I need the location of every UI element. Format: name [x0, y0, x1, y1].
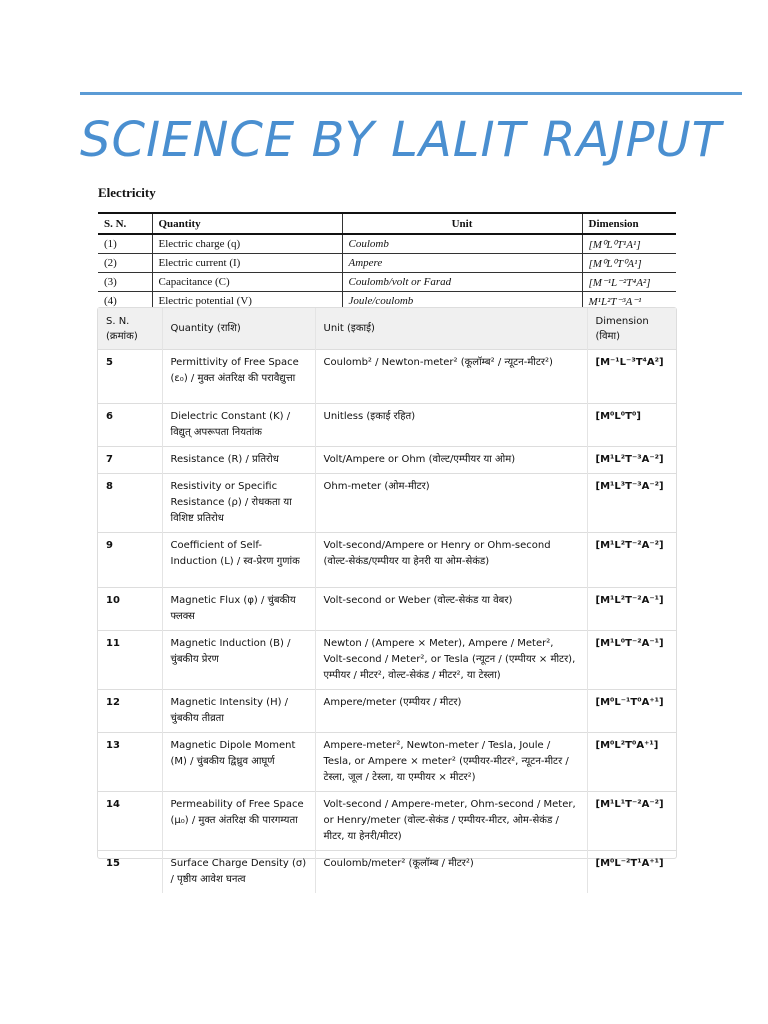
cell-unit: Coulomb/meter² (कूलॉम्ब / मीटर²) — [315, 851, 587, 894]
cell-quantity: Magnetic Intensity (H) / चुंबकीय तीव्रता — [162, 690, 315, 733]
header-dim-hindi: (विमा) — [595, 330, 621, 342]
page-title: SCIENCE BY LALIT RAJPUT — [80, 112, 722, 168]
cell-quantity: Electric charge (q) — [152, 234, 342, 254]
cell-quantity: Permeability of Free Space (μ₀) / मुक्त अंतरिक्ष की पारगम्यता — [162, 792, 315, 851]
header-sn — [98, 308, 162, 350]
cell-unit: Newton / (Ampere × Meter), Ampere / Meter², Volt-second / Meter², or Tesla (न्यूटन / (एम्पीयर × मीटर), एम्पीयर / मीटर², वोल्ट-सेकंड / मीटर², या टेस्ला) — [315, 631, 587, 690]
cell-unit: Volt/Ampere or Ohm (वोल्ट/एम्पीयर या ओम) — [315, 447, 587, 474]
cell-dimension: [M⁰L⁰T⁰] — [587, 404, 676, 447]
cell-unit: Ampere — [342, 254, 582, 273]
cell-sn: 7 — [98, 447, 162, 474]
cell-dimension: [M¹L³T⁻³A⁻²] — [587, 474, 676, 533]
cell-dimension: [M⁰L²T⁰A⁺¹] — [587, 733, 676, 792]
cell-dimension: [M¹L¹T⁻²A⁻²] — [587, 792, 676, 851]
cell-unit: Coulomb/volt or Farad — [342, 273, 582, 292]
table-row — [98, 851, 676, 894]
electricity-table — [98, 212, 676, 311]
cell-sn: 11 — [98, 631, 162, 690]
table-row — [98, 631, 676, 690]
header-dimension — [587, 308, 676, 350]
header-unit: Unit — [342, 213, 582, 234]
cell-sn: 8 — [98, 474, 162, 533]
table-row — [98, 733, 676, 792]
table-header-row — [98, 213, 676, 234]
cell-sn: 13 — [98, 733, 162, 792]
cell-sn: 9 — [98, 533, 162, 588]
cell-sn: (3) — [98, 273, 152, 292]
table-header-row — [98, 308, 676, 350]
table-row — [98, 474, 676, 533]
units-table — [98, 308, 676, 893]
cell-unit: Joule/coulomb — [342, 292, 582, 311]
cell-dimension: [M⁰L⁻²T¹A⁺¹] — [587, 851, 676, 894]
cell-sn: 14 — [98, 792, 162, 851]
header-quantity: Quantity (राशि) — [162, 308, 315, 350]
header-dimension: Dimension — [582, 213, 676, 234]
header-sn: S. N. — [98, 213, 152, 234]
cell-dimension: [M¹L²T⁻³A⁻²] — [587, 447, 676, 474]
cell-quantity: Magnetic Flux (φ) / चुंबकीय फ्लक्स — [162, 588, 315, 631]
cell-quantity: Surface Charge Density (σ) / पृष्ठीय आवेश घनत्व — [162, 851, 315, 894]
cell-dimension: [M⁻¹L⁻²T⁴A²] — [582, 273, 676, 292]
header-sn-hindi: (क्रमांक) — [106, 330, 138, 342]
cell-sn: 15 — [98, 851, 162, 894]
cell-dimension: M¹L²T⁻³A⁻¹ — [582, 292, 676, 311]
cell-dimension: [M⁰L⁰T¹A¹] — [582, 234, 676, 254]
cell-dimension: [M¹L²T⁻²A⁻¹] — [587, 588, 676, 631]
cell-unit: Volt-second/Ampere or Henry or Ohm-second (वोल्ट-सेकंड/एम्पीयर या हेनरी या ओम-सेकंड) — [315, 533, 587, 588]
header-sn-label: S. N. — [106, 315, 130, 327]
cell-quantity: Magnetic Dipole Moment (M) / चुंबकीय द्विध्रुव आघूर्ण — [162, 733, 315, 792]
cell-quantity: Electric current (I) — [152, 254, 342, 273]
cell-quantity: Coefficient of Self-Induction (L) / स्व-प्रेरण गुणांक — [162, 533, 315, 588]
cell-sn: (1) — [98, 234, 152, 254]
cell-unit: Ohm-meter (ओम-मीटर) — [315, 474, 587, 533]
cell-unit: Coulomb — [342, 234, 582, 254]
cell-unit: Coulomb² / Newton-meter² (कूलॉम्ब² / न्यूटन-मीटर²) — [315, 350, 587, 404]
cell-quantity: Permittivity of Free Space (ε₀) / मुक्त अंतरिक्ष की परावैद्युत्ता — [162, 350, 315, 404]
table-row — [98, 588, 676, 631]
cell-unit: Volt-second or Weber (वोल्ट-सेकंड या वेबर) — [315, 588, 587, 631]
table-row — [98, 404, 676, 447]
table-row — [98, 234, 676, 254]
section-heading: Electricity — [98, 185, 156, 200]
cell-sn: 5 — [98, 350, 162, 404]
table-row — [98, 447, 676, 474]
table-row — [98, 533, 676, 588]
cell-sn: 10 — [98, 588, 162, 631]
cell-sn: (4) — [98, 292, 152, 311]
cell-dimension: [M⁻¹L⁻³T⁴A²] — [587, 350, 676, 404]
cell-unit: Volt-second / Ampere-meter, Ohm-second / Meter, or Henry/meter (वोल्ट-सेकंड / एम्पीयर-मीटर, ओम-सेकंड / मीटर, या हेनरी/मीटर) — [315, 792, 587, 851]
cell-unit: Unitless (इकाई रहित) — [315, 404, 587, 447]
cell-quantity: Electric potential (V) — [152, 292, 342, 311]
header-dim-label: Dimension — [595, 315, 649, 327]
cell-dimension: [M⁰L⁻¹T⁰A⁺¹] — [587, 690, 676, 733]
cell-unit: Ampere/meter (एम्पीयर / मीटर) — [315, 690, 587, 733]
header-unit: Unit (इकाई) — [315, 308, 587, 350]
cell-dimension: [M¹L⁰T⁻²A⁻¹] — [587, 631, 676, 690]
top-rule — [80, 92, 742, 95]
cell-quantity: Capacitance (C) — [152, 273, 342, 292]
cell-dimension: [M⁰L⁰T⁰A¹] — [582, 254, 676, 273]
table-row — [98, 273, 676, 292]
table-row — [98, 690, 676, 733]
cell-quantity: Dielectric Constant (K) / विद्युत् अपरूपता नियतांक — [162, 404, 315, 447]
cell-quantity: Resistivity or Specific Resistance (ρ) / रोधकता या विशिष्ट प्रतिरोध — [162, 474, 315, 533]
cell-sn: 6 — [98, 404, 162, 447]
units-table-container — [97, 307, 677, 885]
cell-dimension: [M¹L²T⁻²A⁻²] — [587, 533, 676, 588]
header-quantity: Quantity — [152, 213, 342, 234]
table-row — [98, 350, 676, 404]
cell-unit: Ampere-meter², Newton-meter / Tesla, Joule / Tesla, or Ampere × meter² (एम्पीयर-मीटर², न्यूटन-मीटर / टेस्ला, जूल / टेस्ला, या एम्पीयर × मीटर²) — [315, 733, 587, 792]
cell-sn: 12 — [98, 690, 162, 733]
table-row — [98, 254, 676, 273]
cell-sn: (2) — [98, 254, 152, 273]
table-row — [98, 792, 676, 851]
cell-quantity: Magnetic Induction (B) / चुंबकीय प्रेरण — [162, 631, 315, 690]
cell-quantity: Resistance (R) / प्रतिरोध — [162, 447, 315, 474]
